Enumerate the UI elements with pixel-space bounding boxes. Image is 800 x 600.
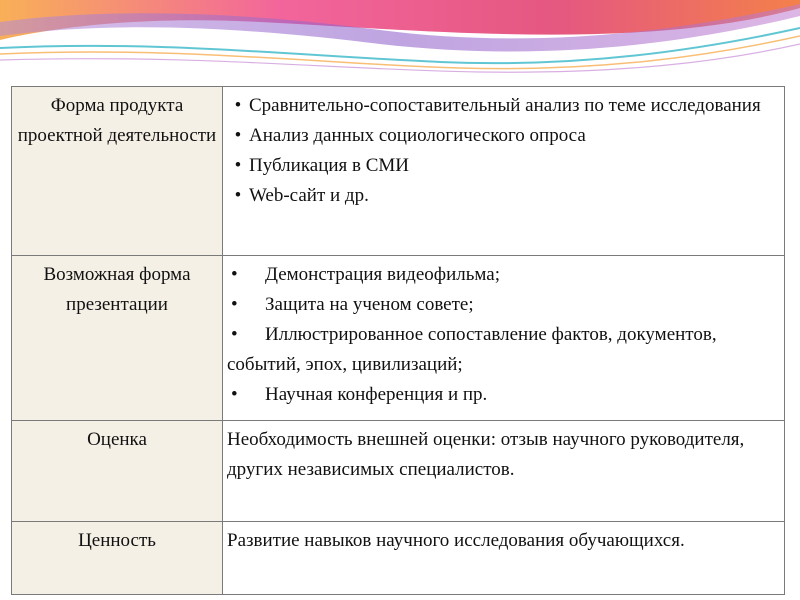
- row-label: Ценность: [12, 522, 223, 595]
- list-item: • Демонстрация видеофильма;: [227, 260, 780, 290]
- list-item: • Иллюстрированное сопоставление фактов, документов, событий, эпох, цивилизаций;: [227, 320, 780, 380]
- row-label: Форма продукта проектной деятельности: [12, 87, 223, 256]
- bullet-list: [227, 260, 780, 410]
- row-label: Возможная форма презентации: [12, 256, 223, 421]
- list-item: • Защита на ученом совете;: [227, 290, 780, 320]
- project-info-table: [11, 86, 785, 595]
- row-content: [223, 256, 785, 421]
- row-label: Оценка: [12, 421, 223, 522]
- bullet-list: [227, 91, 780, 211]
- row-content: Развитие навыков научного исследования обучающихся.: [223, 522, 785, 595]
- row-content: [223, 87, 785, 256]
- table-row: [12, 421, 785, 522]
- table-row: [12, 522, 785, 595]
- list-item: • Публикация в СМИ: [227, 151, 780, 181]
- table-row: [12, 256, 785, 421]
- list-item: • Научная конференция и пр.: [227, 380, 780, 410]
- list-item: • Сравнительно-сопоставительный анализ по теме исследования: [227, 91, 780, 121]
- list-item: • Web-сайт и др.: [227, 181, 780, 211]
- wave-decoration: [0, 0, 800, 90]
- table-row: [12, 87, 785, 256]
- list-item: • Анализ данных социологического опроса: [227, 121, 780, 151]
- decorative-banner: [0, 0, 800, 90]
- row-content: Необходимость внешней оценки: отзыв научного руководителя, других независимых специалистов.: [223, 421, 785, 522]
